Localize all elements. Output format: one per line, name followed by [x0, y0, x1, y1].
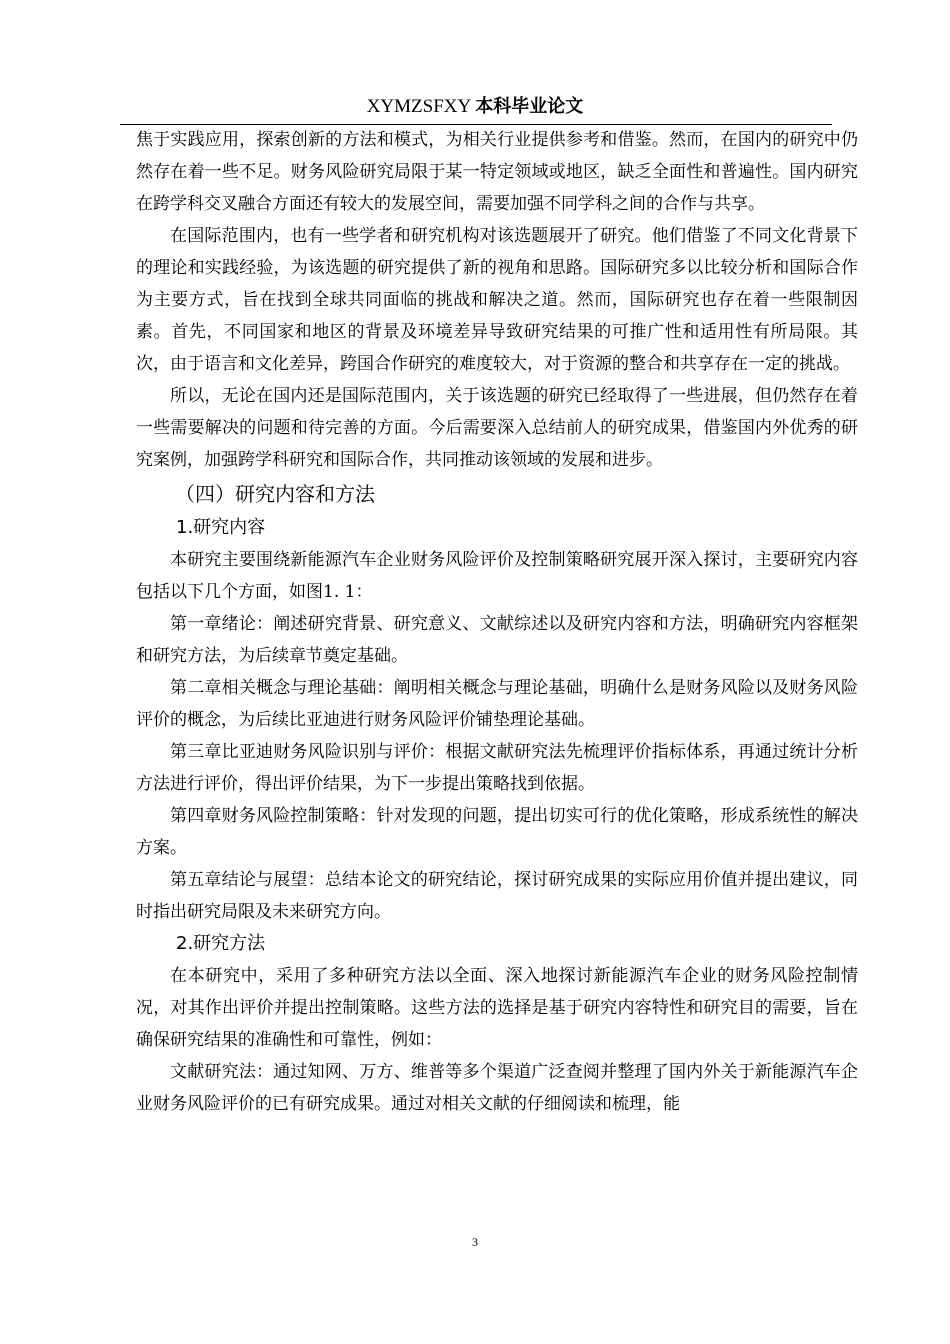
subsection-heading-content: 1.研究内容 — [176, 517, 266, 538]
paragraph-summary: 所以，无论在国内还是国际范围内，关于该选题的研究已经取得了一些进展，但仍然存在着一些需要解决的问题和待完善的方面。今后需要深入总结前人的研究成果，借鉴国内外优秀的研究案例，加强跨学科研究和国际合作，共同推动该领域的发展和进步。 — [136, 386, 858, 470]
chapter-item: 第二章相关概念与理论基础：阐明相关概念与理论基础，明确什么是财务风险以及财务风险评价的概念，为后续比亚迪进行财务风险评价铺垫理论基础。 — [136, 678, 858, 730]
subsection-heading-methods: 2.研究方法 — [176, 933, 266, 954]
paragraph-methods-intro: 在本研究中，采用了多种研究方法以全面、深入地探讨新能源汽车企业的财务风险控制情况，对其作出评价并提出控制策略。这些方法的选择是基于研究内容特性和研究目的需要，旨在确保研究结果的准确性和可靠性，例如： — [136, 966, 858, 1050]
chapter-item: 第五章结论与展望：总结本论文的研究结论，探讨研究成果的实际应用价值并提出建议，同时指出研究局限及未来研究方向。 — [136, 870, 858, 922]
chapter-item: 第三章比亚迪财务风险识别与评价：根据文献研究法先梳理评价指标体系，再通过统计分析方法进行评价，得出评价结果，为下一步提出策略找到依据。 — [136, 742, 858, 794]
section-heading: （四）研究内容和方法 — [175, 482, 375, 506]
page-body — [136, 124, 858, 1120]
chapter-item: 第四章财务风险控制策略：针对发现的问题，提出切实可行的优化策略，形成系统性的解决方案。 — [136, 806, 858, 858]
header-code: XYMZSFXY — [366, 96, 471, 117]
chapter-item: 第一章绪论：阐述研究背景、研究意义、文献综述以及研究内容和方法，明确研究内容框架和研究方法，为后续章节奠定基础。 — [136, 614, 858, 666]
paragraph-content-intro: 本研究主要围绕新能源汽车企业财务风险评价及控制策略研究展开深入探讨，主要研究内容包括以下几个方面，如图1. 1： — [136, 550, 858, 602]
page-header — [0, 94, 950, 120]
page-number: 3 — [472, 1235, 478, 1249]
paragraph-international: 在国际范围内，也有一些学者和研究机构对该选题展开了研究。他们借鉴了不同文化背景下的理论和实践经验，为该选题的研究提供了新的视角和思路。国际研究多以比较分析和国际合作为主要方式，旨在找到全球共同面临的挑战和解决之道。然而，国际研究也存在着一些限制因素。首先，不同国家和地区的背景及环境差异导致研究结果的可推广性和适用性有所局限。其次，由于语言和文化差异，跨国合作研究的难度较大，对于资源的整合和共享存在一定的挑战。 — [136, 226, 858, 374]
paragraph-literature-method: 文献研究法：通过知网、万方、维普等多个渠道广泛查阅并整理了国内外关于新能源汽车企业财务风险评价的已有研究成果。通过对相关文献的仔细阅读和梳理，能 — [136, 1062, 858, 1114]
header-title: 本科毕业论文 — [475, 96, 584, 117]
paragraph-continued: 焦于实践应用，探索创新的方法和模式，为相关行业提供参考和借鉴。然而，在国内的研究中仍然存在着一些不足。财务风险研究局限于某一特定领域或地区，缺乏全面性和普遍性。国内研究在跨学科交叉融合方面还有较大的发展空间，需要加强不同学科之间的合作与共享。 — [136, 130, 858, 214]
